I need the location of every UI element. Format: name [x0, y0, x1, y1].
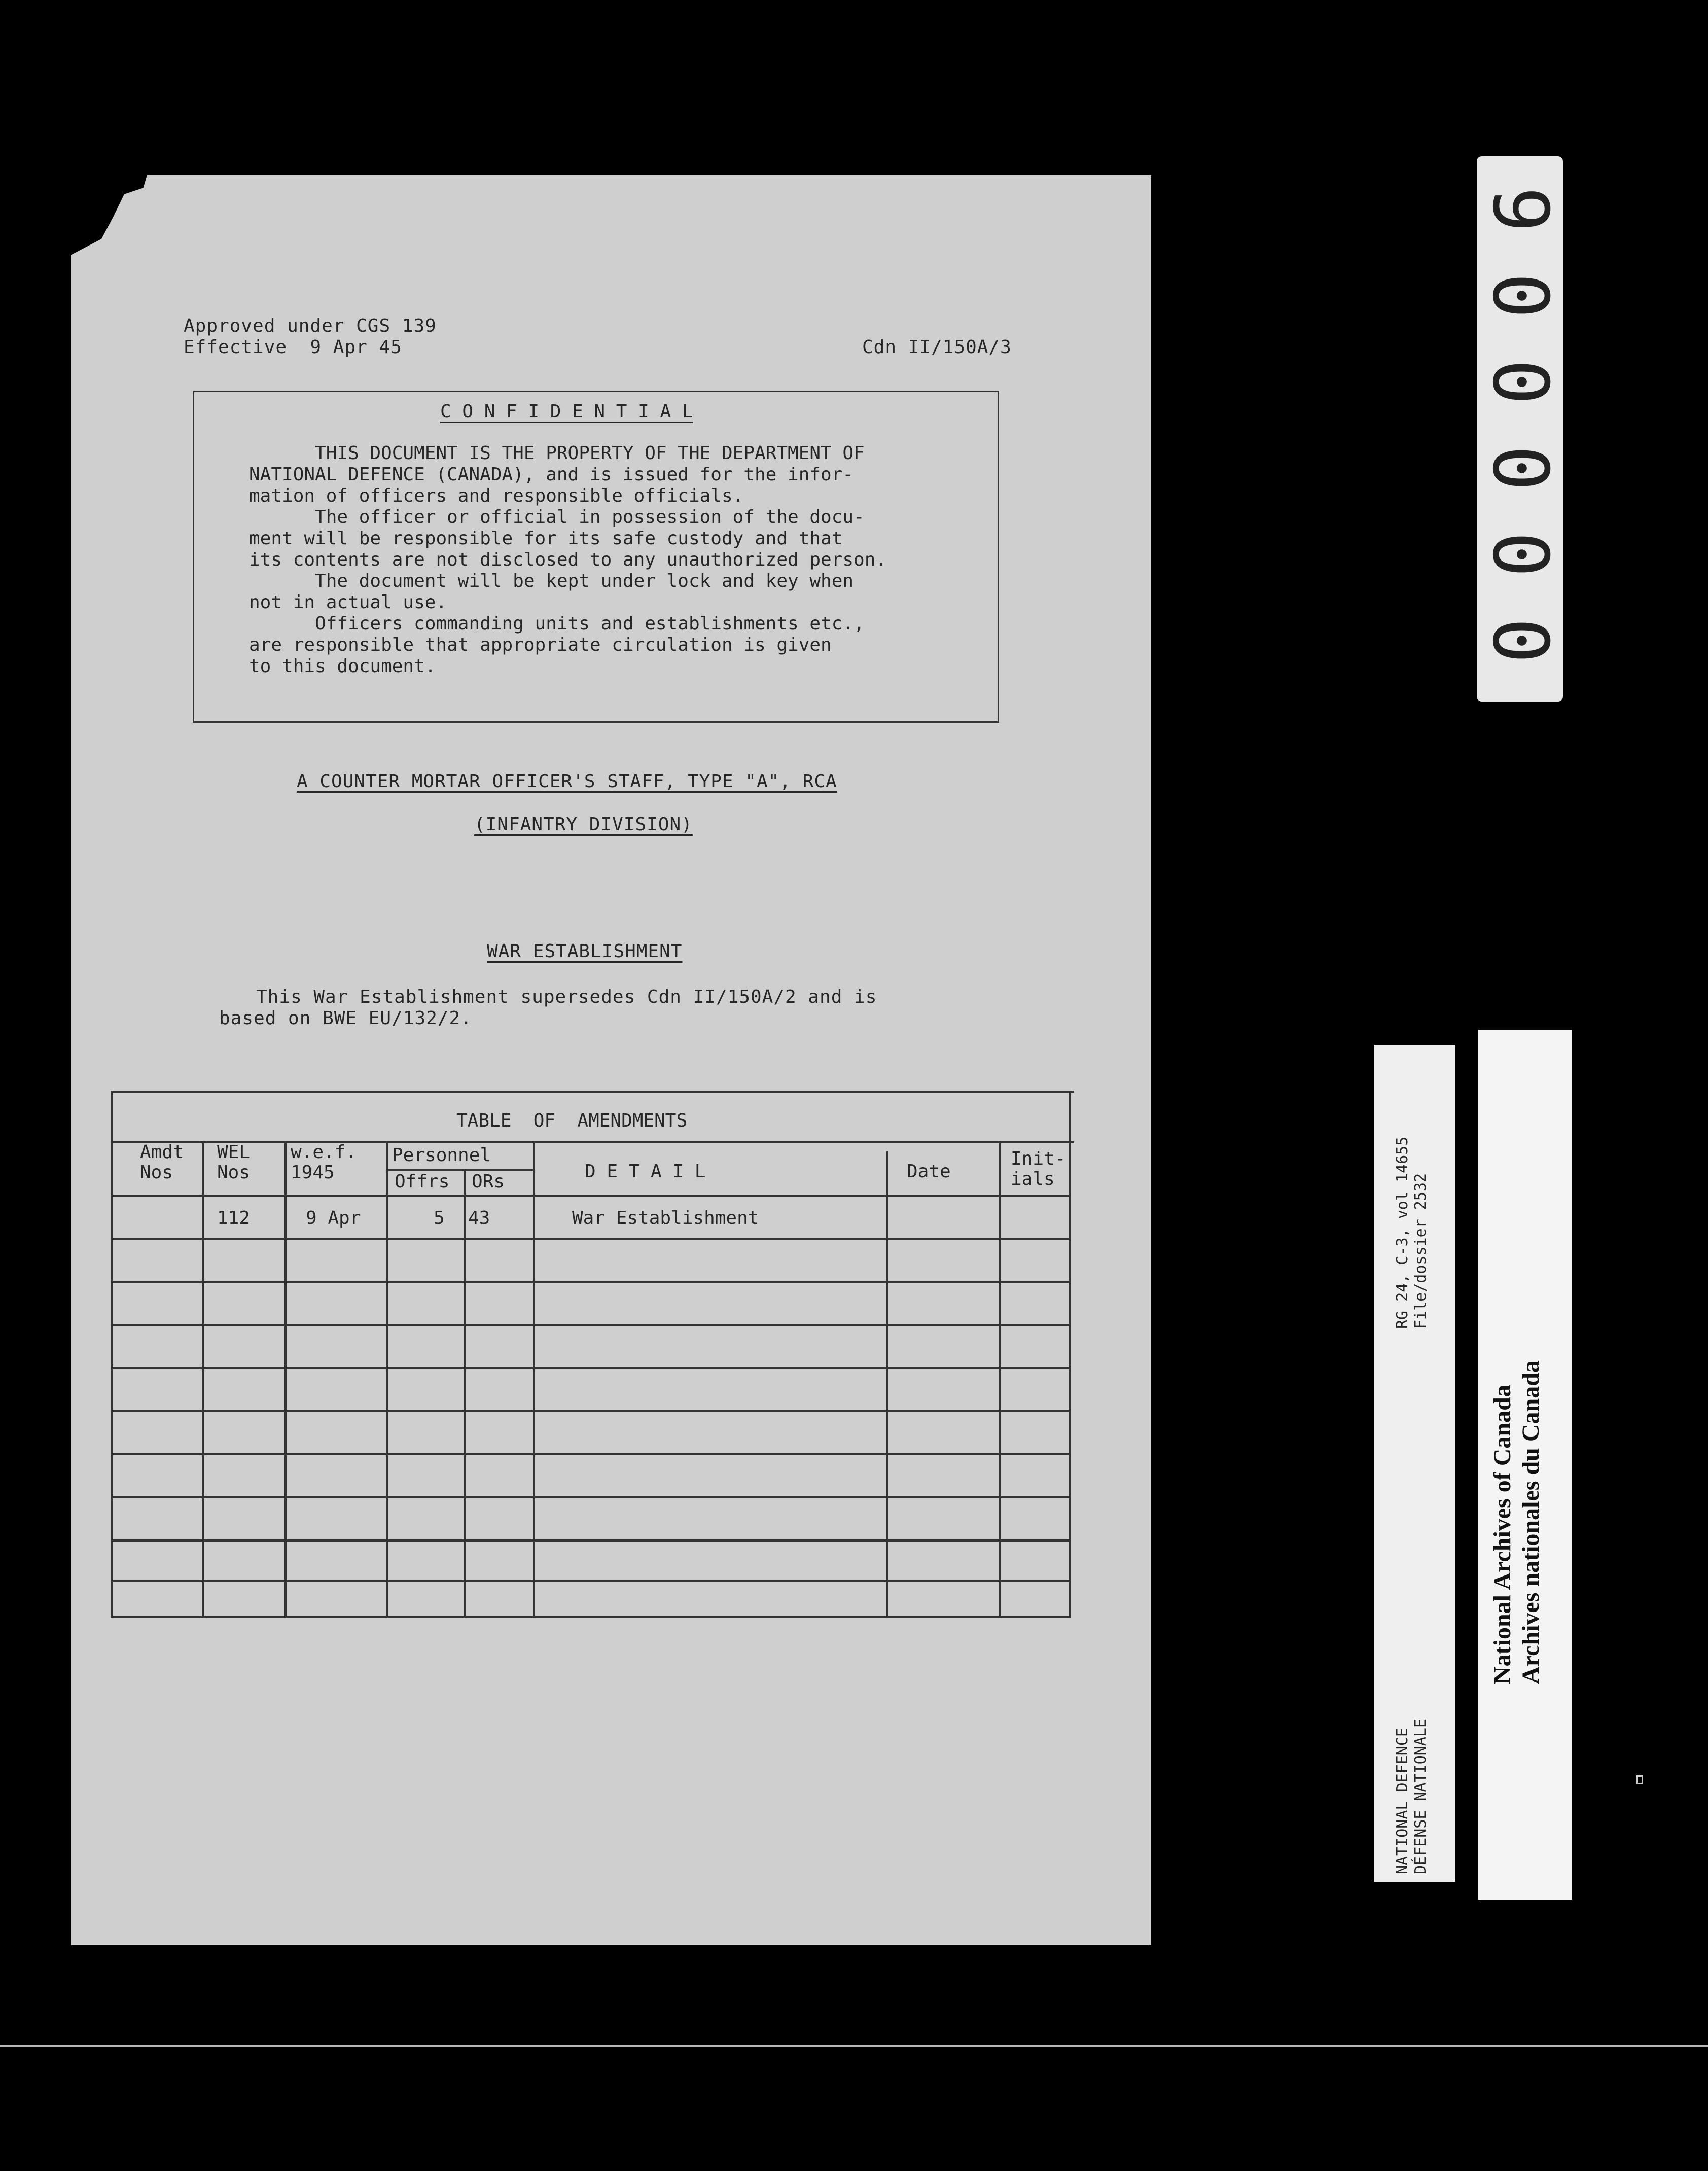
war-establishment-heading: WAR ESTABLISHMENT	[487, 941, 683, 962]
effective-line: Effective 9 Apr 45	[184, 337, 402, 358]
document-reference: Cdn II/150A/3	[862, 337, 1012, 358]
frame-digit: 0	[1476, 445, 1564, 492]
frame-digit: 0	[1476, 617, 1564, 664]
frame-digit: 0	[1476, 272, 1564, 319]
confidential-box	[193, 391, 999, 723]
confidential-line: its contents are not disclosed to any unauthorized person.	[249, 549, 887, 570]
supersedes-line: This War Establishment supersedes Cdn II/150A/2 and is	[256, 987, 877, 1007]
film-mark	[1636, 1775, 1643, 1784]
header-detail: D E T A I L	[585, 1161, 706, 1182]
frame-digit: 9	[1476, 186, 1564, 233]
table-title: TABLE OF AMENDMENTS	[456, 1110, 688, 1131]
confidential-line: to this document.	[249, 656, 436, 677]
archive-reference: File/dossier 2532	[1412, 1173, 1430, 1329]
confidential-title: C O N F I D E N T I A L	[440, 401, 693, 422]
department-line: DÉFENSE NATIONALE	[1412, 1718, 1430, 1874]
archive-name-fr: Archives nationales du Canada	[1517, 1360, 1544, 1684]
confidential-line: NATIONAL DEFENCE (CANADA), and is issued for the infor-	[249, 464, 854, 485]
header-initials: Init- ials	[1011, 1148, 1066, 1189]
amendments-table	[111, 1091, 1074, 1618]
film-edge-line	[0, 2045, 1708, 2047]
archive-reference-strip	[1374, 1045, 1455, 1882]
department-line: NATIONAL DEFENCE	[1394, 1728, 1411, 1874]
row-wel-nos: 112	[217, 1208, 251, 1229]
confidential-line: Officers commanding units and establishments etc.,	[249, 613, 865, 634]
supersedes-line: based on BWE EU/132/2.	[219, 1008, 472, 1029]
approved-line: Approved under CGS 139	[184, 316, 437, 336]
header-ors: ORs	[472, 1171, 505, 1192]
row-wef: 9 Apr	[306, 1208, 361, 1229]
archive-name-strip	[1478, 1030, 1572, 1900]
header-amdt-nos: Amdt Nos	[140, 1142, 184, 1183]
header-offrs: Offrs	[395, 1171, 450, 1192]
confidential-line: are responsible that appropriate circulation is given	[249, 635, 832, 655]
header-wel-nos: WEL Nos	[217, 1142, 251, 1183]
header-personnel: Personnel	[392, 1145, 491, 1166]
archive-reference: RG 24, C-3, vol 14655	[1394, 1136, 1411, 1329]
header-date: Date	[907, 1161, 951, 1182]
confidential-line: The document will be kept under lock and key when	[249, 571, 854, 591]
confidential-line: ment will be responsible for its safe custody and that	[249, 528, 843, 549]
frame-digit: 0	[1476, 359, 1564, 405]
confidential-line: THIS DOCUMENT IS THE PROPERTY OF THE DEPARTMENT OF	[249, 443, 865, 464]
unit-subtitle: (INFANTRY DIVISION)	[474, 814, 693, 835]
header-wef: w.e.f. 1945	[291, 1142, 357, 1183]
row-offrs: 5	[434, 1208, 445, 1229]
row-ors: 43	[468, 1208, 490, 1229]
confidential-line: not in actual use.	[249, 592, 447, 613]
confidential-line: mation of officers and responsible officials.	[249, 485, 744, 506]
archive-name-en: National Archives of Canada	[1489, 1385, 1516, 1684]
confidential-line: The officer or official in possession of the docu-	[249, 507, 865, 528]
unit-title: A COUNTER MORTAR OFFICER'S STAFF, TYPE "A", RCA	[297, 771, 837, 792]
frame-digit: 0	[1476, 531, 1564, 578]
row-detail: War Establishment	[572, 1208, 759, 1229]
frame-number-strip	[1477, 156, 1563, 702]
